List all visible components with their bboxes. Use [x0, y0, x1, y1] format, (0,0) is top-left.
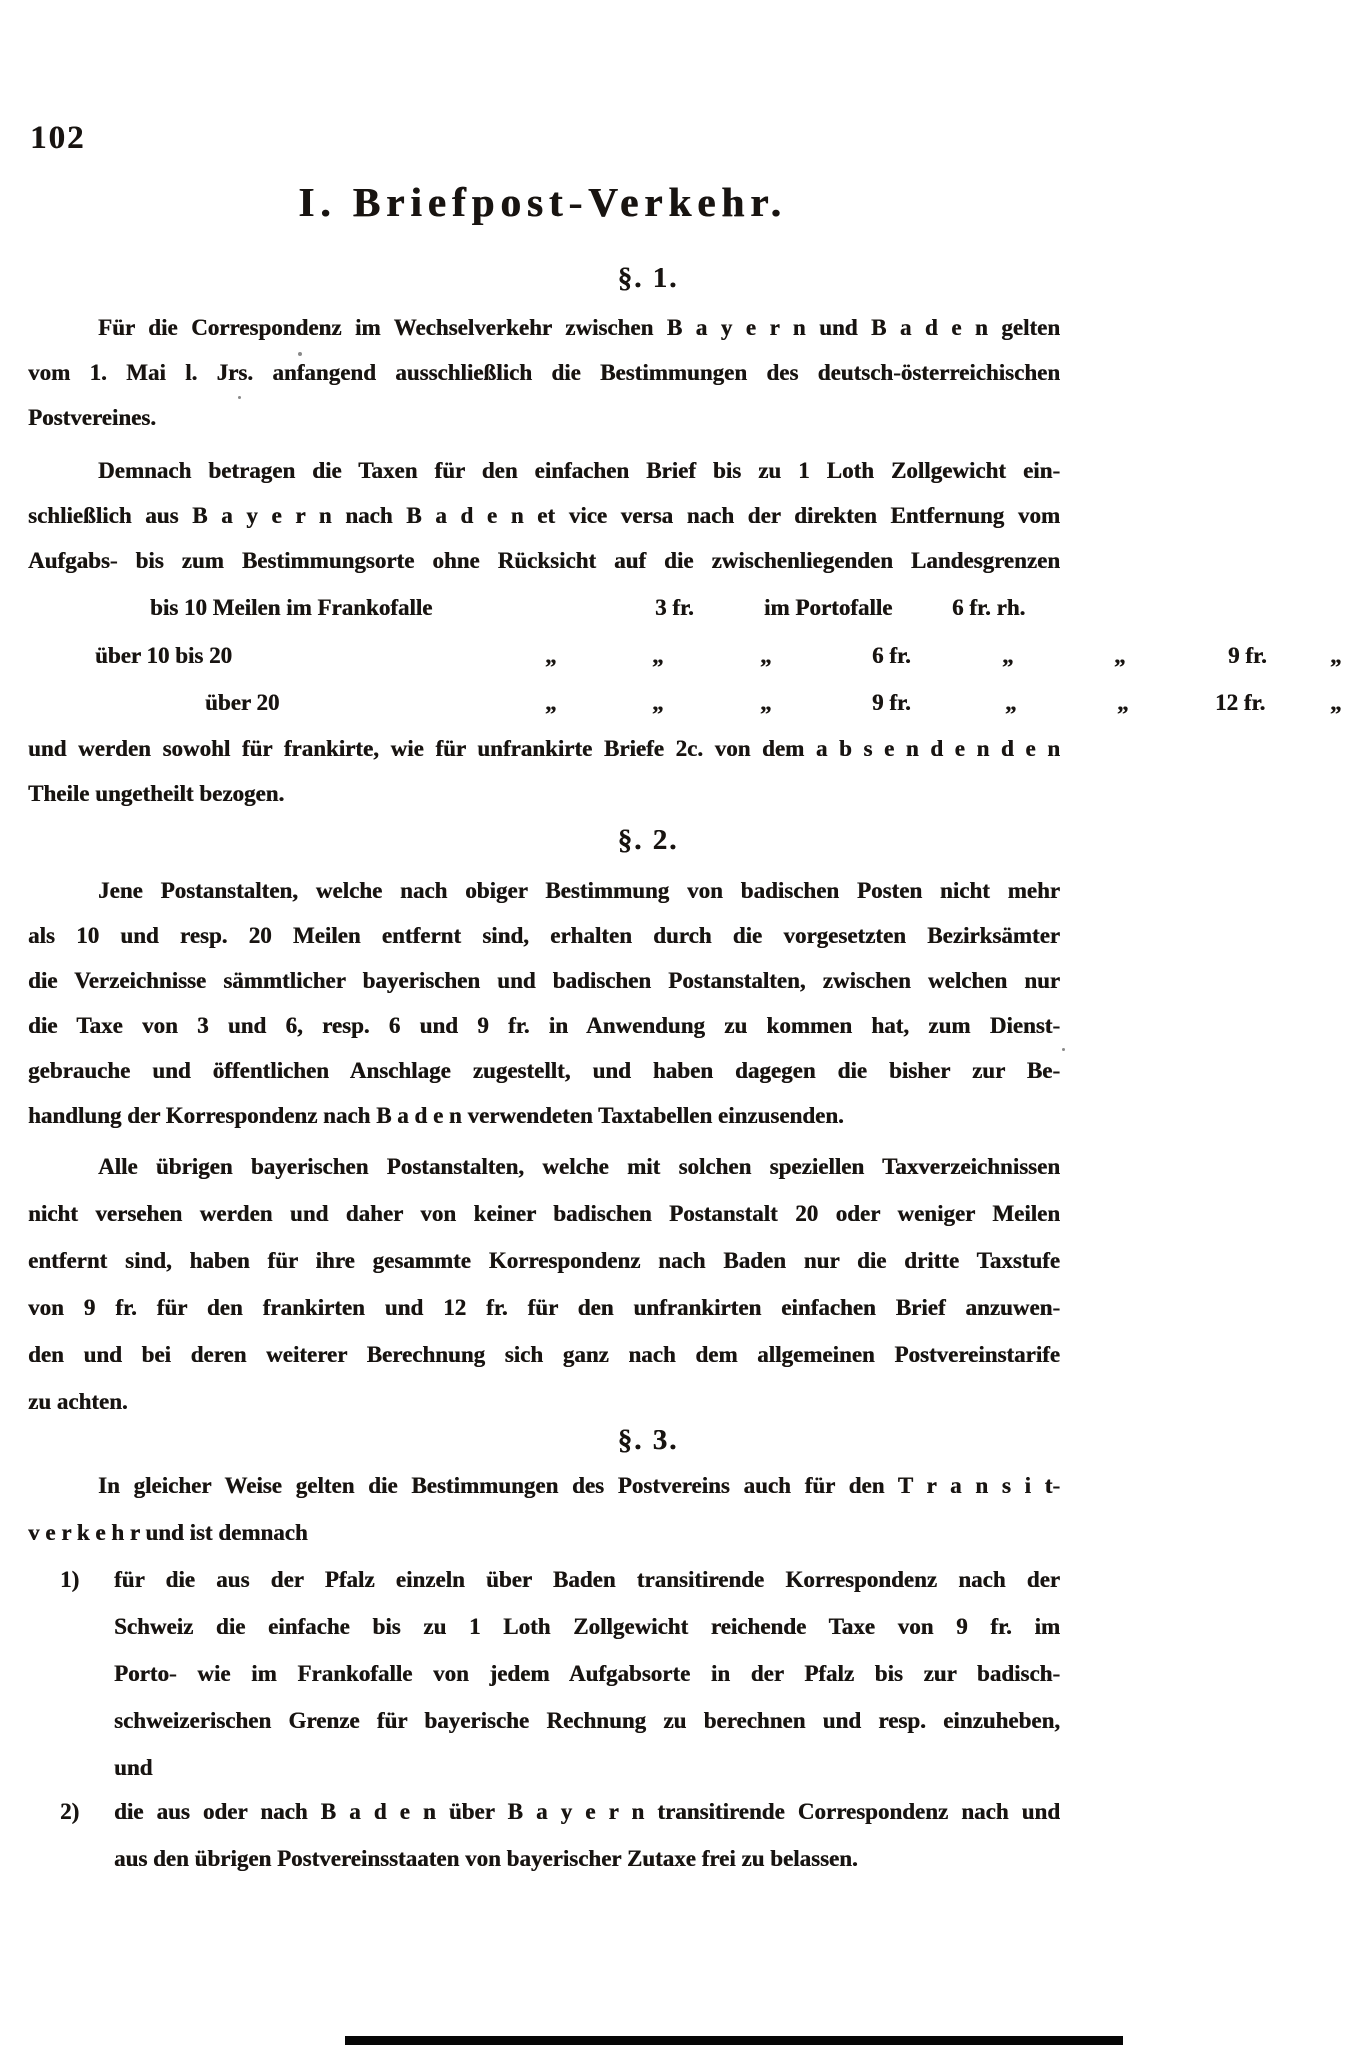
scan-artifact-bar [345, 2036, 1123, 2045]
table-row [0, 632, 1360, 680]
table-cell-distance: bis 10 Meilen im Frankofalle [150, 595, 433, 620]
section-2-paragraph-2 [28, 1143, 1060, 1425]
section-2-paragraph-1 [28, 868, 1060, 1138]
text-line: die aus oder nach B a d e n über B a y e r n transitirende Correspondenz nach und [114, 1799, 1060, 1824]
list-item-2 [0, 1788, 1360, 1882]
scan-speck [298, 352, 302, 356]
ditto-mark: „ [652, 643, 664, 668]
text-line: Alle übrigen bayerischen Postanstalten, welche mit solchen speziellen Taxverzeichnissen [98, 1154, 1060, 1179]
table-cell-porto-label: im Portofalle [764, 595, 893, 620]
table-cell-porto-rate: 6 fr. rh. [952, 595, 1026, 620]
scan-speck [1062, 1048, 1065, 1051]
scan-speck [238, 396, 241, 399]
text-line: Für die Correspondenz im Wechselverkehr zwischen B a y e r n und B a d e n gelten [98, 315, 1060, 340]
section-2-heading: §. 2. [617, 824, 679, 856]
table-cell-porto-rate: 9 fr. [1228, 643, 1267, 668]
text-line: den und bei deren weiterer Berechnung sich ganz nach dem allgemeinen Postvereinstarife [28, 1342, 1060, 1367]
text-line: und werden sowohl für frankirte, wie für unfrankirte Briefe 2c. von dem a b s e n d e n d e n [28, 736, 1060, 761]
ditto-mark: „ [760, 690, 772, 715]
text-line: vom 1. Mai l. Jrs. anfangend ausschließlich die Bestimmungen des deutsch-österreichischen [28, 360, 1060, 385]
section-3-heading: §. 3. [617, 1424, 679, 1456]
ditto-mark: „ [1330, 690, 1342, 715]
list-item-1-marker: 1) [60, 1567, 80, 1592]
text-line: und [114, 1755, 153, 1780]
table-cell-franco-rate: 3 fr. [655, 595, 694, 620]
text-line: zu achten. [28, 1389, 128, 1414]
text-line: von 9 fr. für den frankirten und 12 fr. für den unfrankirten einfachen Brief anzuwen- [28, 1295, 1060, 1320]
table-cell-distance: über 20 [205, 690, 280, 715]
text-line: v e r k e h r und ist demnach [28, 1520, 308, 1545]
text-line: Jene Postanstalten, welche nach obiger Bestimmung von badischen Posten nicht mehr [98, 878, 1060, 903]
ditto-mark: „ [545, 690, 557, 715]
text-line: Postvereines. [28, 405, 156, 430]
list-item-2-marker: 2) [60, 1799, 80, 1824]
section-1-paragraph-3 [28, 726, 1060, 816]
table-row [0, 679, 1360, 727]
text-line: schweizerischen Grenze für bayerische Rechnung zu berechnen und resp. einzuheben, [114, 1708, 1060, 1733]
text-line: handlung der Korrespondenz nach B a d e n verwendeten Taxtabellen einzusenden. [28, 1103, 844, 1128]
document-title: I. Briefpost-Verkehr. [298, 179, 787, 225]
ditto-mark: „ [1117, 690, 1129, 715]
table-cell-porto-rate: 12 fr. [1215, 690, 1266, 715]
ditto-mark: „ [760, 643, 772, 668]
ditto-mark: „ [1114, 643, 1126, 668]
page-number: 102 [30, 120, 86, 156]
ditto-mark: „ [652, 690, 664, 715]
list-item-1-text [114, 1556, 1060, 1791]
text-line: nicht versehen werden und daher von keiner badischen Postanstalt 20 oder weniger Meilen [28, 1201, 1060, 1226]
ditto-mark: „ [1002, 643, 1014, 668]
text-line: schließlich aus B a y e r n nach B a d e n et vice versa nach der direkten Entfernung vom [28, 503, 1060, 528]
text-line: für die aus der Pfalz einzeln über Baden transitirende Korrespondenz nach der [114, 1567, 1060, 1592]
text-line: In gleicher Weise gelten die Bestimmungen des Postvereins auch für den T r a n s i t- [98, 1473, 1060, 1498]
text-line: Theile ungetheilt bezogen. [28, 781, 285, 806]
ditto-mark: „ [545, 643, 557, 668]
list-item-2-text [114, 1788, 1060, 1882]
table-cell-distance: über 10 bis 20 [95, 643, 232, 668]
text-line: die Verzeichnisse sämmtlicher bayerischen und badischen Postanstalten, zwischen welchen nur [28, 968, 1060, 993]
text-line: Aufgabs- bis zum Bestimmungsorte ohne Rücksicht auf die zwischenliegenden Landesgrenzen [28, 548, 1060, 573]
text-line: als 10 und resp. 20 Meilen entfernt sind, erhalten durch die vorgesetzten Bezirksämter [28, 923, 1060, 948]
text-line: die Taxe von 3 und 6, resp. 6 und 9 fr. in Anwendung zu kommen hat, zum Dienst- [28, 1013, 1060, 1038]
text-line: Porto- wie im Frankofalle von jedem Aufgabsorte in der Pfalz bis zur badisch- [114, 1661, 1060, 1686]
section-1-heading: §. 1. [617, 262, 679, 294]
list-item-1 [0, 1556, 1360, 1791]
text-line: entfernt sind, haben für ihre gesammte Korrespondenz nach Baden nur die dritte Taxstufe [28, 1248, 1060, 1273]
section-1-paragraph-2 [28, 448, 1060, 583]
text-line: Schweiz die einfache bis zu 1 Loth Zollgewicht reichende Taxe von 9 fr. im [114, 1614, 1060, 1639]
text-line: Demnach betragen die Taxen für den einfachen Brief bis zu 1 Loth Zollgewicht ein- [98, 458, 1060, 483]
table-cell-franco-rate: 6 fr. [872, 643, 911, 668]
ditto-mark: „ [1005, 690, 1017, 715]
text-line: aus den übrigen Postvereinsstaaten von bayerischer Zutaxe frei zu belassen. [114, 1846, 858, 1871]
table-cell-franco-rate: 9 fr. [872, 690, 911, 715]
text-line: gebrauche und öffentlichen Anschlage zugestellt, und haben dagegen die bisher zur Be- [28, 1058, 1060, 1083]
table-row [0, 584, 1360, 632]
section-3-paragraph-1 [28, 1462, 1060, 1556]
section-1-paragraph-1 [28, 305, 1060, 440]
ditto-mark: „ [1330, 643, 1342, 668]
